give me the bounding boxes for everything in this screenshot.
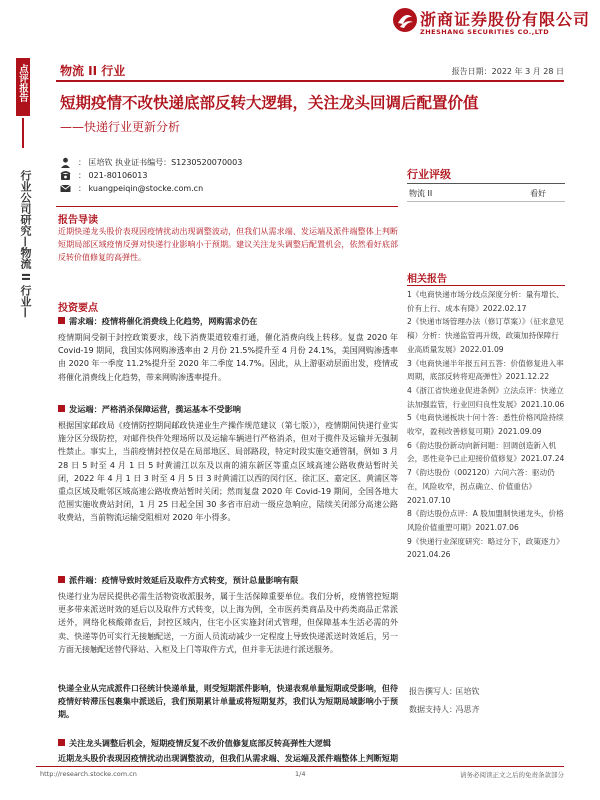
side-tag-industry: 行业公司研究—物流 II 行业—: [19, 170, 32, 318]
rating-divider-bottom: [407, 201, 565, 202]
point-4-text: 近期龙头股价表现因疫情扰动出现调整波动，但我们从需求端、发运端及派件端整体上判断短期: [58, 754, 398, 763]
footer-divider: [36, 766, 564, 767]
support-row: [409, 701, 480, 719]
brand-name-cn: 浙商证券股份有限公司: [420, 10, 591, 29]
analyst-info: [58, 156, 242, 195]
side-tag-report-type: 点评报告: [17, 64, 28, 102]
guide-heading: 报告导读: [58, 215, 98, 226]
side-divider: [22, 118, 24, 148]
author-name: 匡培钦: [455, 687, 480, 696]
related-heading: 相关报告: [407, 274, 447, 285]
analyst-phone-row: [58, 169, 242, 182]
support-label: 数据支持人：: [409, 705, 457, 714]
analyst-email[interactable]: ： kuangpeiqin@stocke.com.cn: [78, 184, 204, 193]
report-date: 报告日期：2022 年 3 月 28 日: [451, 67, 564, 76]
point-1-text: 疫情期间受制于封控政策要求，线下消费渠道较难打通，催化消费向线上转移。复盘 2020 年 Covid-19 期间，我国实体网购渗透率由 2 月份 21.5%提升至 4 月份 24.1%，美国网购渗透率由 2020 年一季度 11.2%提升至 2020 年二季度 14.7%。因此，从上游驱动层面出发，疫情或将催化消费线上化趋势，带来网购渗透率提升。: [58, 333, 398, 382]
report-subtitle: ——快递行业更新分析: [60, 120, 181, 134]
footer-disclaimer: 请务必阅读正文之后的免责条款部分: [460, 771, 564, 779]
zheshang-logo-icon: [392, 7, 418, 33]
related-report-item[interactable]: 5《电商快递板块十问十答：悉性价格风险持续收窄，盈利改善修复可期》2021.09.09: [407, 413, 564, 437]
related-report-item[interactable]: 9《快递行业深度研究：略过分下，政策逐力》2021.04.26: [407, 536, 564, 560]
related-report-list: [407, 288, 565, 562]
analyst-email-row: [58, 182, 242, 195]
related-report-item[interactable]: 2《快递市场管理办法（修订草案）》（征求意见稿）分析：快递监管再升级，政策加持保障行业高质量发展》2022.01.09: [407, 317, 564, 354]
rating-heading: 行业评级: [407, 168, 451, 181]
footer-url-link[interactable]: http://research.stocke.com.cn: [40, 770, 137, 778]
related-report-item[interactable]: 8《韵达股份点评：A 股加盟制快递龙头，价格风险价值重塑可期》2021.07.06: [407, 509, 564, 532]
related-report-item[interactable]: 3《电商快递半年报五问五答：价值修复进入率周期，底部反转将迎高弹性》2021.12.22: [407, 358, 564, 382]
author-row: [409, 683, 480, 701]
related-divider: [407, 285, 565, 286]
analyst-phone: ： 021-80106013: [78, 171, 148, 180]
point-4-title: 关注龙头调整后机会，短期疫情反复不改价值修复底部反转高弹性大逻辑: [58, 738, 331, 749]
point-2-text: 根据国家邮政局《疫情防控期间邮政快递业生产操作规范建议（第七版）》，疫情期间快递行业实施分区分级防控，对邮件快件处理场所以及运输车辆进行严格消杀，但对于揽件及运输并无强制性禁止。事实上，当前疫情封控仅是在局部地区、局部路段，特定时段实施交通管制，例如 3 月 28 日 5 时至 4 月 1 日 5 时黄浦江以东及以南的浦东新区等重点区域高速公路收费站暂时关闭，2022 年 4 月 1 日 3 时至 4 月 5 日 3 时黄浦江以西的闵行区、徐汇区、嘉定区、黄浦区等重点区域及毗邻区域高速公路收费站暂时关闭；然而复盘 2020 年 Covid-19 期间，全国各地大范围实施收费站封闭，1 月 25 日起全国 30 多省市启动一级应急响应，陆续关闭部分高速公路收费站，当前物流运输受阻相对 2020 年小得多。: [58, 421, 398, 523]
rating-value: 看好: [530, 189, 546, 198]
analyst-name-row: [58, 156, 242, 169]
related-report-item[interactable]: 7《韵达股份（002120）六问六答：驱动仍在，风险收窄，拐点确立、价值重估》2021.07.10: [407, 468, 555, 505]
person-icon: [60, 157, 71, 168]
industry-category: 物流 II 行业: [60, 64, 126, 78]
related-report-item[interactable]: 1《电商快递市场分歧点深度分析：量有增长、价有上行、成本有降》2022.02.17: [407, 290, 564, 313]
support-name: 冯思齐: [455, 705, 480, 714]
point-3-title: 派件端：疫情导致时效延后及取件方式转变，预计总量影响有限: [58, 575, 298, 586]
point-2-title: 发运端：严格消杀保障运营，揽运基本不受影响: [58, 404, 241, 415]
bullet-square-icon: [58, 576, 65, 583]
related-report-item[interactable]: 4《浙江省快递业促进条例》立法点评：快递立法加强监管，行业回归良性发展》2021.10.06: [407, 385, 565, 409]
guide-divider: [56, 206, 398, 207]
points-heading: 投资要点: [58, 303, 98, 314]
related-report-item[interactable]: 6《韵达股份新动向新问题：回调创造新入机会，恶性竞争已止迎接价值修复》2021.07.24: [407, 440, 565, 464]
author-label: 报告撰写人：: [409, 687, 457, 696]
point-1-title: 需求端：疫情将催化消费线上化趋势，网购需求仍在: [58, 316, 257, 327]
rating-divider: [407, 183, 565, 184]
bullet-square-icon: [58, 405, 65, 412]
rating-industry: 物流 II: [409, 189, 433, 198]
header-divider: [56, 80, 564, 82]
page-number: 1/4: [295, 770, 306, 778]
point-3-text: 快递行业为居民提供必需生活物资收派服务，属于生活保障重要单位。我们分析，疫情管控短期更多带来派送时效的延后以及取件方式转变，以上海为例，全市医药类商品及中药类商品正常派送外，网络化核酸筛查后，封控区域内，住宅小区实施封闭式管理，但保障基本生活必需的外卖、快递等仍可实行无接触配送，一方面人员流动减少一定程度上导致快递派送时效延后，另一方面无接触配送替代驿站、入柜及上门等取件方式，但并非无法进行派送服务。: [58, 592, 398, 654]
phone-icon: [60, 170, 71, 181]
guide-text: 近期快递龙头股价表现因疫情扰动出现调整波动，但我们从需求端、发运端及派件端整体上判断短期局部区域疫情反弹对快递行业影响小于预期。建议关注龙头调整后配置机会，依然看好底部反转价值修复的高弹性。: [58, 227, 398, 263]
bullet-square-icon: [58, 317, 65, 324]
email-icon: [60, 183, 71, 194]
analyst-name: ： 匡培钦 执业证书编号：S1230520070003: [78, 158, 243, 167]
report-contacts: [409, 683, 480, 719]
report-title: 短期疫情不改快递底部反转大逻辑，关注龙头回调后配置价值: [60, 94, 479, 112]
bullet-square-icon: [58, 739, 65, 746]
summary-text: 快递全业从完成派件口径统计快递单量，则受短期派件影响，快递表观单量短期或受影响，但待疫情好转滞压包裹集中派送后，我们预期累计单量或将短期复苏，我们认为短期局域影响小于预期。: [58, 684, 398, 720]
brand-name-en: ZHESHANG SECURITIES CO.,LTD: [420, 28, 550, 36]
